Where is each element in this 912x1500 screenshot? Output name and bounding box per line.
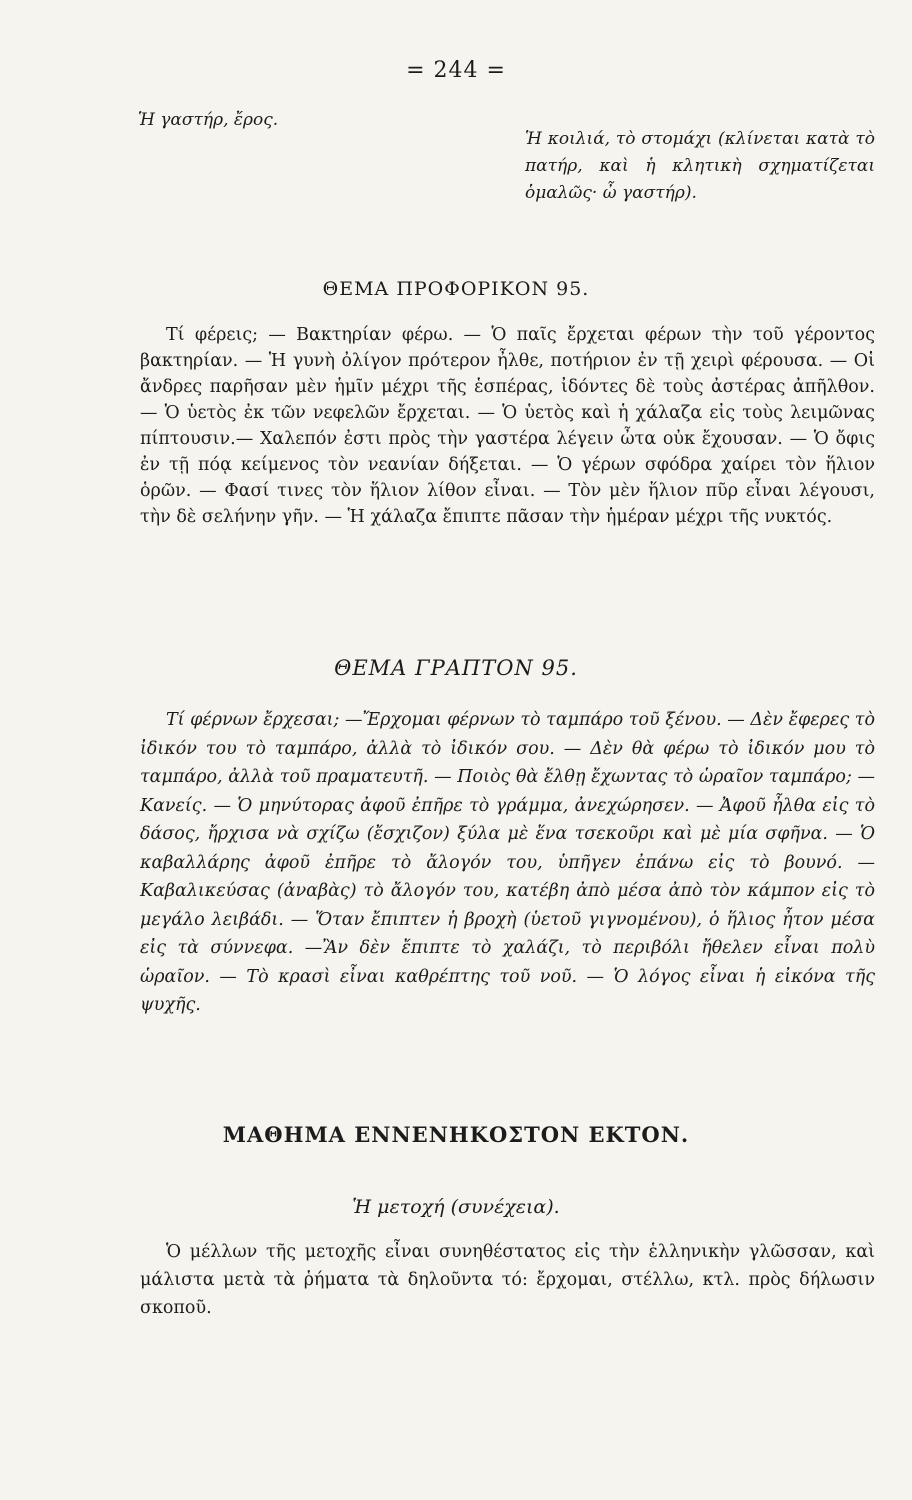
page-number: = 244 = [406,58,506,83]
oral-exercise-heading: ΘΕΜΑ ΠΡΟΦΟΡΙΚΟΝ 95. [322,278,590,300]
oral-exercise-text: Τί φέρεις; — Βακτηρίαν φέρω. — Ὁ παῖς ἔρχεται φέρων τὴν τοῦ γέροντος βακτηρίαν. — Ἡ γυνὴ ὀλίγον πρότερον ἦλθε, ποτήριον ἐν τῇ χειρὶ φέρουσα. — Οἱ ἄνδρες παρῆσαν μὲν ἡμῖν μέχρι τῆς ἑσπέρας, ἰδόντες δὲ τοὺς ἀστέρας ἀπῆλθον. — Ὁ ὑετὸς ἐκ τῶν νεφελῶν ἔρχεται. — Ὁ ὑετὸς καὶ ἡ χάλαζα εἰς τοὺς λειμῶνας πίπτουσιν.— Χαλεπόν ἐστι πρὸς τὴν γαστέρα λέγειν ὦτα οὐκ ἔχουσαν. — Ὁ ὄφις ἐν τῇ πόᾳ κείμενος τὸν νεανίαν δήξεται. — Ὁ γέρων σφόδρα χαίρει τὸν ἥλιον ὁρῶν. — Φασί τινες τὸν ἥλιον λίθον εἶναι. — Τὸν μὲν ἥλιον πῦρ εἶναι λέγουσι, τὴν δὲ σελήνην γῆν. — Ἡ χάλαζα ἔπιπτε πᾶσαν τὴν ἡμέραν μέχρι τῆς νυκτός. [140,325,875,527]
lesson-heading: ΜΑΘΗΜΑ ΕΝΝΕΝΗΚΟΣΤΟΝ ΕΚΤΟΝ. [222,1122,690,1147]
vocab-definition: Ἡ κοιλιά, τὸ στομάχι (κλίνεται κατὰ τὸ πατήρ, καὶ ἡ κλητικὴ σχηματίζεται ὁμαλῶς· ὦ γαστήρ). [525,129,875,203]
written-exercise-text: Τί φέρνων ἔρχεσαι; —Ἔρχομαι φέρνων τὸ ταμπάρο τοῦ ξένου. — Δὲν ἔφερες τὸ ἰδικόν του τὸ ταμπάρο, ἀλλὰ τὸ ἰδικόν σου. — Δὲν θὰ φέρω τὸ ἰδικόν μου τὸ ταμπάρο, ἀλλὰ τοῦ πραματευτῆ. — Ποιὸς θὰ ἔλθῃ ἔχωντας τὸ ὡραῖον ταμπάρο; — Κανείς. — Ὁ μηνύτορας ἀφοῦ ἐπῆρε τὸ γράμμα, ἀνεχώρησεν. — Ἀφοῦ ἦλθα εἰς τὸ δάσος, ἤρχισα νὰ σχίζω (ἔσχιζον) ξύλα μὲ ἕνα τσεκοῦρι καὶ μὲ μία σφῆνα. — Ὁ καβαλλάρης ἀφοῦ ἐπῆρε τὸ ἄλογόν του, ὑπῆγεν ἐπάνω εἰς τὸ βουνό. —Καβαλικεύσας (ἀναβὰς) τὸ ἄλογόν του, κατέβη ἀπὸ μέσα ἀπὸ τὸν κάμπον εἰς τὸ μεγάλο λειβάδι. — Ὅταν ἔπιπτεν ἡ βροχὴ (ὑετοῦ γιγνομένου), ὁ ἥλιος ἦτον μέσα εἰς τὰ σύννεφα. —Ἂν δὲν ἔπιπτε τὸ χαλάζι, τὸ περιβόλι ἤθελεν εἶναι πολὺ ὡραῖον. — Τὸ κρασὶ εἶναι καθρέπτης τοῦ νοῦ. — Ὁ λόγος εἶναι ἡ εἰκόνα τῆς ψυχῆς. [140,710,875,1015]
lesson-text: Ὁ μέλλων τῆς μετοχῆς εἶναι συνηθέστατος εἰς τὴν ἑλληνικὴν γλῶσσαν, καὶ μάλιστα μετὰ τὰ ῥήματα τὰ δηλοῦντα τό: ἔρχομαι, στέλλω, κτλ. πρὸς δήλωσιν σκοποῦ. [140,1242,875,1318]
lesson-subheading: Ἡ μετοχή (συνέχεια). [352,1196,560,1218]
vocab-term: Ἡ γαστήρ, ἔρος. [138,110,279,130]
written-exercise-heading: ΘΕΜΑ ΓΡΑΠΤΟΝ 95. [334,656,578,680]
